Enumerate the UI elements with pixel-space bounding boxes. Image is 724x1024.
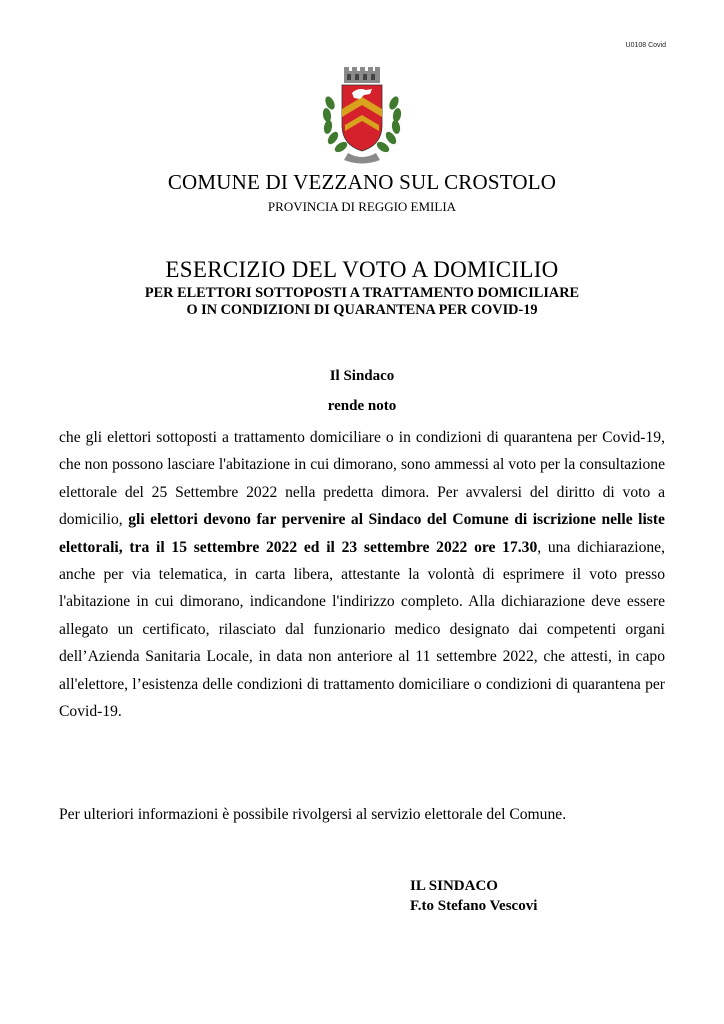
notice-subtitle-line2: O IN CONDIZIONI DI QUARANTENA PER COVID-19 [186,302,538,318]
signature-block [410,876,537,916]
paragraph-text-part1: che gli elettori sottoposti a trattamento domiciliare o in condizioni di quarantena per Covid-19, che non possono lasciare l'abitazione in cui dimorano, sono ammessi al voto per la consultazione elettorale del 25 Settembre 2022 nella predetta dimora. Per avvalersi del diritto di voto a domicilio, [59,429,665,529]
notice-body-paragraph [59,424,665,725]
municipality-name: COMUNE DI VEZZANO SUL CROSTOLO [167,170,557,194]
paragraph-deadline-bold: gli elettori devono far pervenire al Sindaco del Comune di iscrizione nelle liste elettorali, tra il 15 settembre 2022 ed il 23 settembre 2022 ore 17.30 [59,511,665,556]
municipal-coat-of-arms-icon [318,63,406,167]
signature-role: IL SINDACO [410,878,498,894]
province-name: PROVINCIA DI REGGIO EMILIA [267,199,457,214]
signature-name: F.to Stefano Vescovi [410,898,538,914]
paragraph-text-part2: , una dichiarazione, anche per via telematica, in carta libera, attestante la volontà di esprimere il voto presso l'abitazione in cui dimorano, indicandone l'indirizzo completo. Alla dichiarazione deve essere allegato un certificato, rilasciato dal funzionario medico designato dai competenti organi dell’Azienda Sanitaria Locale, in data non anteriore al 11 settembre 2022, che attesti, in capo all'elettore, l’esistenza delle condizioni di trattamento domiciliare o condizioni di quarantena per Covid-19. [59,538,665,721]
document-code: U0108 Covid [625,42,666,49]
notice-subtitle-line1: PER ELETTORI SOTTOPOSTI A TRATTAMENTO DOMICILIARE [144,285,580,301]
issuer-heading: Il Sindaco [329,368,395,384]
info-paragraph: Per ulteriori informazioni è possibile rivolgersi al servizio elettorale del Comune. [59,806,567,823]
announcement-heading: rende noto [327,398,397,414]
notice-title: ESERCIZIO DEL VOTO A DOMICILIO [165,257,559,282]
